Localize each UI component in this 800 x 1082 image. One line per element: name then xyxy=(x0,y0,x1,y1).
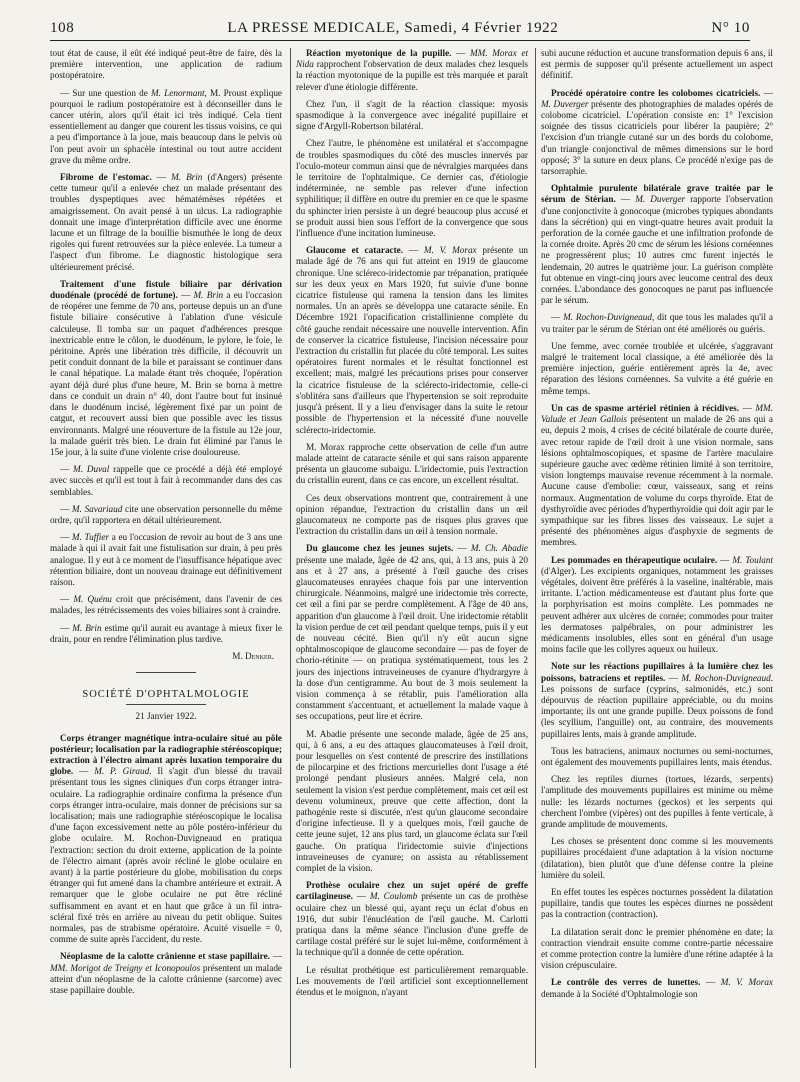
author-name: M. Toulant xyxy=(732,554,773,565)
article-paragraph xyxy=(296,138,528,239)
article-title: Prothèse oculaire chez un sujet opéré de greffe cartilagineuse. xyxy=(296,880,528,902)
dash-separator: — xyxy=(739,402,756,413)
author-name: M. Brin xyxy=(72,622,102,633)
article-paragraph xyxy=(296,493,528,538)
paragraph-text: Chez les reptiles diurnes (tortues, lézards, serpents) l'amplitude des mouvements pupillaires est minime ou même nulle: les lézards nocturnes (geckos) et les serpents qui cherchent l'ombre (vipères) ont des pupilles à fente verticale, à grande amplitude de mouvements. xyxy=(541,774,773,829)
article-paragraph xyxy=(50,951,282,996)
dash-separator: — xyxy=(717,554,733,565)
dash-separator: — xyxy=(60,532,72,543)
paragraph-text: tout état de cause, il eût été indiqué peut-être de faire, dès la première intervention, une application de radium postopératoire. xyxy=(50,48,282,81)
article-paragraph xyxy=(541,661,773,739)
page-number: 108 xyxy=(50,20,75,36)
section-heading-rule xyxy=(126,704,206,705)
article-paragraph xyxy=(541,977,773,999)
section-date: 21 Janvier 1922. xyxy=(135,711,197,722)
author-name: M. V. Morax xyxy=(720,977,773,988)
author-name: M. V. Morax xyxy=(423,245,477,256)
dash-separator: — xyxy=(151,172,172,183)
dash-separator: — xyxy=(451,48,470,58)
article-paragraph xyxy=(541,403,773,549)
article-paragraph xyxy=(50,594,282,616)
article-title: Procédé opératoire contre les colobomes cicatriciels. xyxy=(551,87,761,98)
paragraph-text: , dit que tous les malades qu'il a vu traiter par le sérum de Stérian ont été améliorés ou guéris. xyxy=(541,312,773,334)
section-separator-rule xyxy=(136,672,196,673)
paragraph-text: . Il s'agit d'un blessé du travail présentant tous les signes cliniques d'un corps étranger intra-oculaire. La radiographie ordinaire confirma la présence d'un corps étranger intra-oculaire, mais donner de précisions sur sa localisation; mais une radiographie stéréoscopique le localisa d'une façon excessivement nette au pôle postéro-inférieur du globe oculaire. M. Rochon-Duvigneaud en pratiqua l'extraction: section du droit externe, application de la pointe de l'électro aimant (après avoir récliné le globe oculaire en avant) à la partie postérieure du globe, mobilisation du corps étranger qui fut amené dans la chambre antérieure et extrait. A remarquer que le globe oculaire ne put être récliné suffisamment en avant et en haut que grâce à un fil intra-scléral fixé très en arrière au niveau du petit oblique. Suites normales, pas de strabisme opératoire. Acuité visuelle = 0, comme de suite après l'accident, du reste. xyxy=(50,766,282,945)
paragraph-text: rapprochent l'observation de deux malades chez lesquels la réaction myotonique de la pupille est très marquée et paraît relever d'une étiologie différente. xyxy=(296,59,528,92)
paragraph-text: , M. Proust explique pourquoi le radium postopératoire est à déconseiller dans le cancer utérin, alors qu'il était ici très indiqué. Cela tient essentiellement au danger que courent les tissus voisins, ce qui a peu d'importance à la joue, mais beaucoup dans le pelvis où l'on peut avoir un sphacèle intestinal ou tout autre accident grave du même ordre. xyxy=(50,87,282,165)
paragraph-text: présente un malade âgé de 76 ans qui fut atteint en 1919 de glaucome chronique. Une scléreco-iridectomie par trépanation, pratiquée sur les deux yeux en Mars 1920, fut suivie d'une bonne cicatrice fistuleuse qui ramena la tension dans les limites normales. Un an après se développa une cataracte sénile. En Décembre 1921 l'opacification cristallinienne complète du côté gauche rendait nécessaire une nouvelle intervention. Afin de conserver la cicatrice fistuleuse, l'incision nécessaire pour l'extraction du cristallin fut placée du côté temporal. Les suites opératoires furent normales et le résultat fonctionnel est excellent; mais, malgré les précautions prises pour conserver la cicatrice fistuleuse de la sclérecto-iridectomie, celle-ci s'oblitéra sans d'ailleurs que l'hypertension se soit reproduite jusqu'à présent. Il y a lieu d'envisager dans la suite le retour possible de l'hypertension et la nécessité d'une nouvelle sclérecto-iridectomie. xyxy=(296,245,528,435)
article-title: Un cas de spasme artériel rétinien à récidives. xyxy=(551,402,740,413)
article-title: Ophtalmie purulente bilatérale grave traitée par le sérum de Stérian. xyxy=(541,183,773,205)
paragraph-text: présente des photographies de malades opérés de colobome cicatriciel. L'opération consiste en: 1° l'excision soignée des tissus cicatriciels pour libérer la paupière; 2° l'excision d'un triangle cutané sur un des bords du colobome, d'un triangle conjonctival de mêmes dimensions sur le bord opposé; 3° la suture en deux plans. Ce procédé n'exige pas de tarsorraphie. xyxy=(541,98,773,177)
paragraph-text: cite une observation personnelle du même ordre, qu'il rapportera en détail ultérieurement. xyxy=(50,503,282,525)
author-name: M. Coulomb xyxy=(369,891,418,902)
article-paragraph xyxy=(50,504,282,526)
author-name: M. P. Giraud xyxy=(94,766,150,777)
article-paragraph xyxy=(296,543,528,722)
author-name: M. Ch. Abadie xyxy=(470,543,528,554)
author-name: MM. Morax et Nida xyxy=(296,48,528,70)
article-title: Note sur les réactions pupillaires à la lumière chez les poissons, batraciens et reptiles. xyxy=(541,661,773,683)
paragraph-text: (d'Alger). Les excipients organiques, notamment les graisses végétales, doivent être préférés à la vaseline, inaltérable, mais irritante. L'action médicamenteuse est d'autant plus forte que la porphyrisation est moins complète. Les pommades ne peuvent adhérer aux ulcères de cornée; commodes pour traiter les dermatoses palpébrales, on pour administrer les médicaments insolubles, elles sont en général d'un usage moins facile que les collyres aqueux ou huileux. xyxy=(541,565,773,655)
author-name: M. Savariaud xyxy=(71,503,123,514)
dash-separator: — xyxy=(177,290,194,301)
dash-separator: — xyxy=(269,951,282,962)
paragraph-text: Le résultat prothétique est particulièrement remarquable. Les mouvements de l'œil artificiel sont exceptionnellement étendus et le moignon, n'ayant xyxy=(296,964,528,998)
article-paragraph xyxy=(541,341,773,397)
column-divider-2 xyxy=(535,48,536,1068)
paragraph-text: croit que précisément, dans l'avenir de ces malades, les rétrécissements des voies biliaires sont à craindre. xyxy=(50,594,282,616)
paragraph-text: présentent un malade atteint d'un néoplasme de la calotte crânienne (sarcome) avec stase papillaire double. xyxy=(50,962,282,996)
author-name: M. Rochon-Duvigneaud xyxy=(681,672,771,683)
article-paragraph xyxy=(50,532,282,588)
article-paragraph xyxy=(541,183,773,306)
article-paragraph xyxy=(50,88,282,166)
author-name: M. Tuffier xyxy=(71,532,110,543)
article-paragraph xyxy=(296,965,528,999)
article-paragraph xyxy=(541,774,773,830)
paragraph-text: subi aucune réduction et aucune transformation depuis 6 ans, il est permis de supposer qu'il présente actuellement un aspect définitif. xyxy=(541,48,773,81)
article-title: Traitement d'une fistule biliaire par dérivation duodénale (procédé de fortune). xyxy=(50,278,282,301)
article-paragraph xyxy=(296,99,528,133)
article-paragraph xyxy=(541,836,773,881)
author-name: M. Duval xyxy=(73,464,110,475)
paragraph-text: présentent un malade de 26 ans qui a eu, depuis 2 mois, 4 crises de cécité bilatérale de courte durée, avec retour rapide de l'œil droit à une vision normale, sans lésions ophtalmoscopiques, et spasme de l'artère maculaire supérieure gauche avec œdème rétinien limité à son territoire, vision longtemps mauvaise revenue récemment à la normale. Aucune cause d'embolie: cœur, vaisseaux, sang et reins normaux. Augmentation de volume du corps thyroïde. Etat de dysthyroïdie avec périodes d'hyperthyroïdie qui doit agir par le sympathique sur les fibres lisses des vaisseaux. Le sujet a présenté des phénomènes aigus d'asphyxie de segments de membres. xyxy=(541,414,773,548)
paragraph-text: Chez l'un, il s'agit de la réaction classique: myosis spasmodique à la convergence avec inégalité pupillaire et signe d'Argyll-Robertson bilatéral. xyxy=(296,98,528,132)
paragraph-text: présente une malade, âgée de 42 ans, qui, à 13 ans, puis à 20 ans et à 27 ans, a présenté à l'œil gauche des crises glaucomateuses enrayées chaque fois par une intervention chirurgicale. Néanmoins, malgré une iridectomie très correcte, cet œil a fini par se perdre complètement. A l'âge de 40 ans, apparition d'un glaucome à l'œil droit. Une iridectomie rétablit la vision perdue de cet œil pendant quelque temps, puis il y eut de nouveau cécité. Bien qu'il n'y eût aucun signe ophtalmoscopique de glaucome secondaire — pas de foyer de chorio-rétinite — on pratiqua systématiquement, tous les 2 jours des injections intraveineuses de cyanure d'hydrargyre à la dose d'un centigramme. Au bout de 3 mois seulement la vision commença à se rétablir, puis l'amélioration alla constamment s'accentuant, et actuellement la malade vaque à ses occupations, peut lire et écrire. xyxy=(296,554,528,722)
article-title: Corps étranger magnétique intra-oculaire situé au pôle postérieur; localisation par la radiographie stéréoscopique; extraction à l'électro aimant après luxation temporaire du globe. xyxy=(50,732,282,777)
article-paragraph xyxy=(50,733,282,946)
author-name: M. Duverger xyxy=(541,98,589,109)
article-paragraph xyxy=(296,880,528,958)
column-right xyxy=(541,48,773,1068)
journal-title: LA PRESSE MEDICALE, Samedi, 4 Février 1922 xyxy=(227,20,559,36)
dash-separator: — xyxy=(73,766,95,777)
paragraph-text: Ces deux observations montrent que, contrairement à une opinion répandue, l'extraction du cristallin dans un œil glaucomateux ne comporte pas de risques plus graves que l'extraction du cristallin dans un œil à tension normale. xyxy=(296,492,528,537)
dash-separator: — xyxy=(665,672,682,683)
author-name: M. Brin xyxy=(193,290,224,301)
article-paragraph xyxy=(50,48,282,82)
article-paragraph xyxy=(541,312,773,334)
paragraph-text: présente un cas de prothèse oculaire chez un blessé qui, ayant reçu un éclat d'obus en 1916, dut subir l'énucléation de l'œil gauche. M. Carlotti pratiqua dans la même séance l'inclusion d'une greffe de cartilage costal préféré sur le sujet lui-même, conformément à la technique qu'il a donnée de cette opération. xyxy=(296,891,528,958)
column-divider-1 xyxy=(290,48,291,1068)
article-paragraph xyxy=(541,746,773,768)
paragraph-text: a eu l'occasion de revoir au bout de 3 ans une malade à qui il avait fait une fistulisation sur drain, à peu près analogue. Il y eut à ce moment de l'insuffisance hépatique avec rétention biliaire, dont un nouveau drainage eut définitivement raison. xyxy=(50,532,282,587)
paragraph-text: M. Abadie présente une seconde malade, âgée de 25 ans, qui, à 6 ans, a eu des attaques glaucomateuses à l'œil droit, pour lesquelles on s'est contenté de prescrire des instillations de pilocarpine et des frictions mercurielles dont l'usage a été prolongé pendant plusieurs années. Malgré cela, non seulement la vision s'est perdue complètement, mais cet œil est devenu volumineux, preuve que cette affection, dont la pathogénie reste si discutée, n'est qu'un glaucome secondaire d'origine infectieuse. Il y a quelques mois, l'œil gauche de cette jeune sujet, 12 ans plus tard, un glaucome éclata sur l'œil gauche. On pratiqua l'iridectomie suivie d'injections intraveineuses de cyanure; on assista au rétablissement complet de la vision. xyxy=(296,728,528,874)
author-name: M. Duverger xyxy=(635,194,686,205)
paragraph-text: Tous les batraciens, animaux nocturnes ou semi-nocturnes, ont également des mouvements pupillaires lents, mais étendus. xyxy=(541,745,773,767)
header-rule xyxy=(50,40,750,41)
article-paragraph xyxy=(50,623,282,645)
dash-separator: — xyxy=(352,891,370,902)
paragraph-text: Une femme, avec cornée troublée et ulcérée, s'aggravant malgré le traitement local classique, a été améliorée dès la première injection, guérie entièrement après la 4e, avec réparation des lésions cornéennes. Sa vulvite a été guérie en même temps. xyxy=(541,340,773,396)
article-paragraph xyxy=(541,48,773,82)
dash-separator: — xyxy=(615,194,636,205)
paragraph-text: rapporte l'observation d'une conjonctivite à gonocoque (microbes typiques abondants dans la sécrétion) qui en vingt-quatre heures avait produit la perforation de la cornée gauche et une infiltration profonde de la cornée droite. Après 20 cmc de sérum les lésions cornéennes ne progressèrent plus; 10 autres cmc furent injectés le lendemain, 20 autres le quatrième jour. La guérison complète fut obtenue en vingt-cinq jours avec leucome central des deux cornées. L'abondance des gonocoques ne parut pas influencée par le sérum. xyxy=(541,194,773,306)
article-paragraph xyxy=(50,279,282,458)
author-name: M. Quénu xyxy=(73,594,112,605)
paragraph-text: a eu l'occasion de réopérer une femme de 70 ans, porteuse depuis un an d'une fistule biliaire consécutive à l'ablation d'une vésicule calculeuse. Il tomba sur un paquet d'adhérences presque inextricable entre le côlon, le duodénum, le pylore, le foie, le péritoine. Après une libération très difficile, il découvrit un petit conduit donnant de la bile et paraissant se continuer dans le canal hépatique. La malade étant très choquée, l'opération ayant déjà duré plus d'une heure, M. Brin se borna à mettre dans ce conduit un drain n° 40, dont l'autre bout fut insinué dans le duodénum incisé, légèrement fixé par un point de catgut, et recouvert aussi bien que possible avec les tissus environnants. Malgré une réouverture de la fistule au 12e jour, la malade guérit très bien. Le drain fut éliminé par l'anus le 15e jour, à la suite d'une violente crise douloureuse. xyxy=(50,290,282,457)
issue-number: N° 10 xyxy=(711,20,750,36)
article-title: Le contrôle des verres de lunettes. xyxy=(551,977,701,988)
author-name: M. Lenormant xyxy=(151,87,205,98)
article-paragraph xyxy=(541,555,773,656)
column-left xyxy=(50,48,282,1068)
dash-separator: — xyxy=(60,464,74,475)
paragraph-text: En effet toutes les espèces nocturnes possèdent la dilatation pupillaire, tandis que toutes les espèces diurnes ne possèdent pas la contraction (contraction). xyxy=(541,887,773,920)
paragraph-text: Chez l'autre, le phénomène est unilatéral et s'accompagne de troubles spasmodiques du côté des muscles innervés par l'oculo-moteur commun ainsi que de névralgies marquées dans le territoire de l'ophtalmique. Ce dernier cas, d'étiologie indéterminée, ne semble pas relever d'une infection syphilitique; il diffère en outre du premier en ce que le spasme du sphincter irien persiste à un degré beaucoup plus accusé et se produit aussi bien sous l'effort de la convergence que sous l'influence d'une incitation lumineuse. xyxy=(296,138,528,239)
article-title: Glaucome et cataracte. xyxy=(306,245,404,256)
article-title: Néoplasme de la calotte crânienne et stase papillaire. xyxy=(60,951,270,962)
dash-separator: — xyxy=(700,977,721,988)
paragraph-text: M. Morax rapproche cette observation de celle d'un autre malade atteint de cataracte sénile et qui sans raison apparente présenta un glaucome subaigu. L'iridectomie, puis l'extraction du cristallin eurent, dans ce cas encore, un excellent résultat. xyxy=(296,441,528,486)
dash-separator: — xyxy=(60,594,74,605)
article-paragraph xyxy=(296,48,528,93)
article-paragraph xyxy=(296,245,528,435)
paragraph-text: rappelle que ce procédé a déjà été employé avec succès et qu'il est tout à fait à recommander dans des cas semblables. xyxy=(50,464,282,497)
paragraph-text: Les choses se présentent donc comme si les mouvements pupillaires procédaient d'une adaptation à la vision nocturne (dilatation), bien plutôt que d'une défense contre la pleine lumière du soleil. xyxy=(541,836,773,880)
dash-separator: — Sur une question de xyxy=(60,87,152,98)
article-title: Fibrome de l'estomac. xyxy=(60,172,152,183)
author-signature: M. Denker. xyxy=(232,650,274,661)
article-paragraph xyxy=(296,729,528,875)
author-name: MM. Morigot de Treigny et Iconopoulos xyxy=(50,962,201,973)
author-name: M. Brin xyxy=(171,172,203,183)
article-title: Du glaucome chez les jeunes sujets. xyxy=(306,543,454,554)
paragraph-text: . Les poissons de surface (cyprins, salmonidés, etc.) sont dépourvus de réaction pupillaire appréciable, ou du moins importante; ils ont une grande pupille. Deux poissons de fond (les scyllium, l'anguille) ont, au contraire, des mouvements pupillaires lents, mais à grande amplitude. xyxy=(541,672,773,739)
article-title: Les pommades en thérapeutique oculaire. xyxy=(551,554,718,565)
dash-separator: — xyxy=(453,543,471,554)
author-name: M. Rochon-Duvigneaud xyxy=(563,312,652,323)
dash-separator: — xyxy=(551,312,564,323)
paragraph-text: demande à la Société d'Ophtalmologie son xyxy=(541,988,698,999)
article-paragraph xyxy=(50,172,282,273)
article-paragraph xyxy=(541,88,773,178)
article-paragraph xyxy=(541,887,773,921)
paragraph-text: (d'Angers) présente cette tumeur qu'il a enlevée chez un malade présentant des troubles dyspeptiques avec hématémèses répétées et amaigrissement. On avait pensé à un ulcus. La radiographie donnait une image d'interprétation difficile avec une énorme lacune et un filtrage de la bouillie bismuthée le long de deux rigoles qui furent retrouvées sur la pièce enlevée. La tumeur a l'aspect d'un fibrome. Le diagnostic histologique sera ultérieurement précisé. xyxy=(50,172,282,272)
author-name: MM. Valude et Jean Gallois xyxy=(541,402,773,425)
article-title: Réaction myotonique de la pupille. xyxy=(306,48,452,58)
dash-separator: — xyxy=(760,87,773,98)
column-middle xyxy=(296,48,528,1068)
dash-separator: — xyxy=(60,622,73,633)
article-paragraph xyxy=(50,464,282,498)
paragraph-text: estime qu'il aurait eu avantage à mieux fixer le drain, pour en rendre l'élimination plus tardive. xyxy=(50,622,282,644)
dash-separator: — xyxy=(403,245,424,256)
article-paragraph xyxy=(296,442,528,487)
section-heading: SOCIÉTÉ D'OPHTALMOLOGIE xyxy=(82,689,250,701)
article-paragraph xyxy=(541,927,773,972)
paragraph-text: La dilatation serait donc le premier phénomène en date; la contraction viendrait ensuite comme contre-partie nécessaire et comme protection contre la lumière d'une rétine adaptée à la vision crépusculaire. xyxy=(541,926,773,971)
dash-separator: — xyxy=(60,503,72,514)
